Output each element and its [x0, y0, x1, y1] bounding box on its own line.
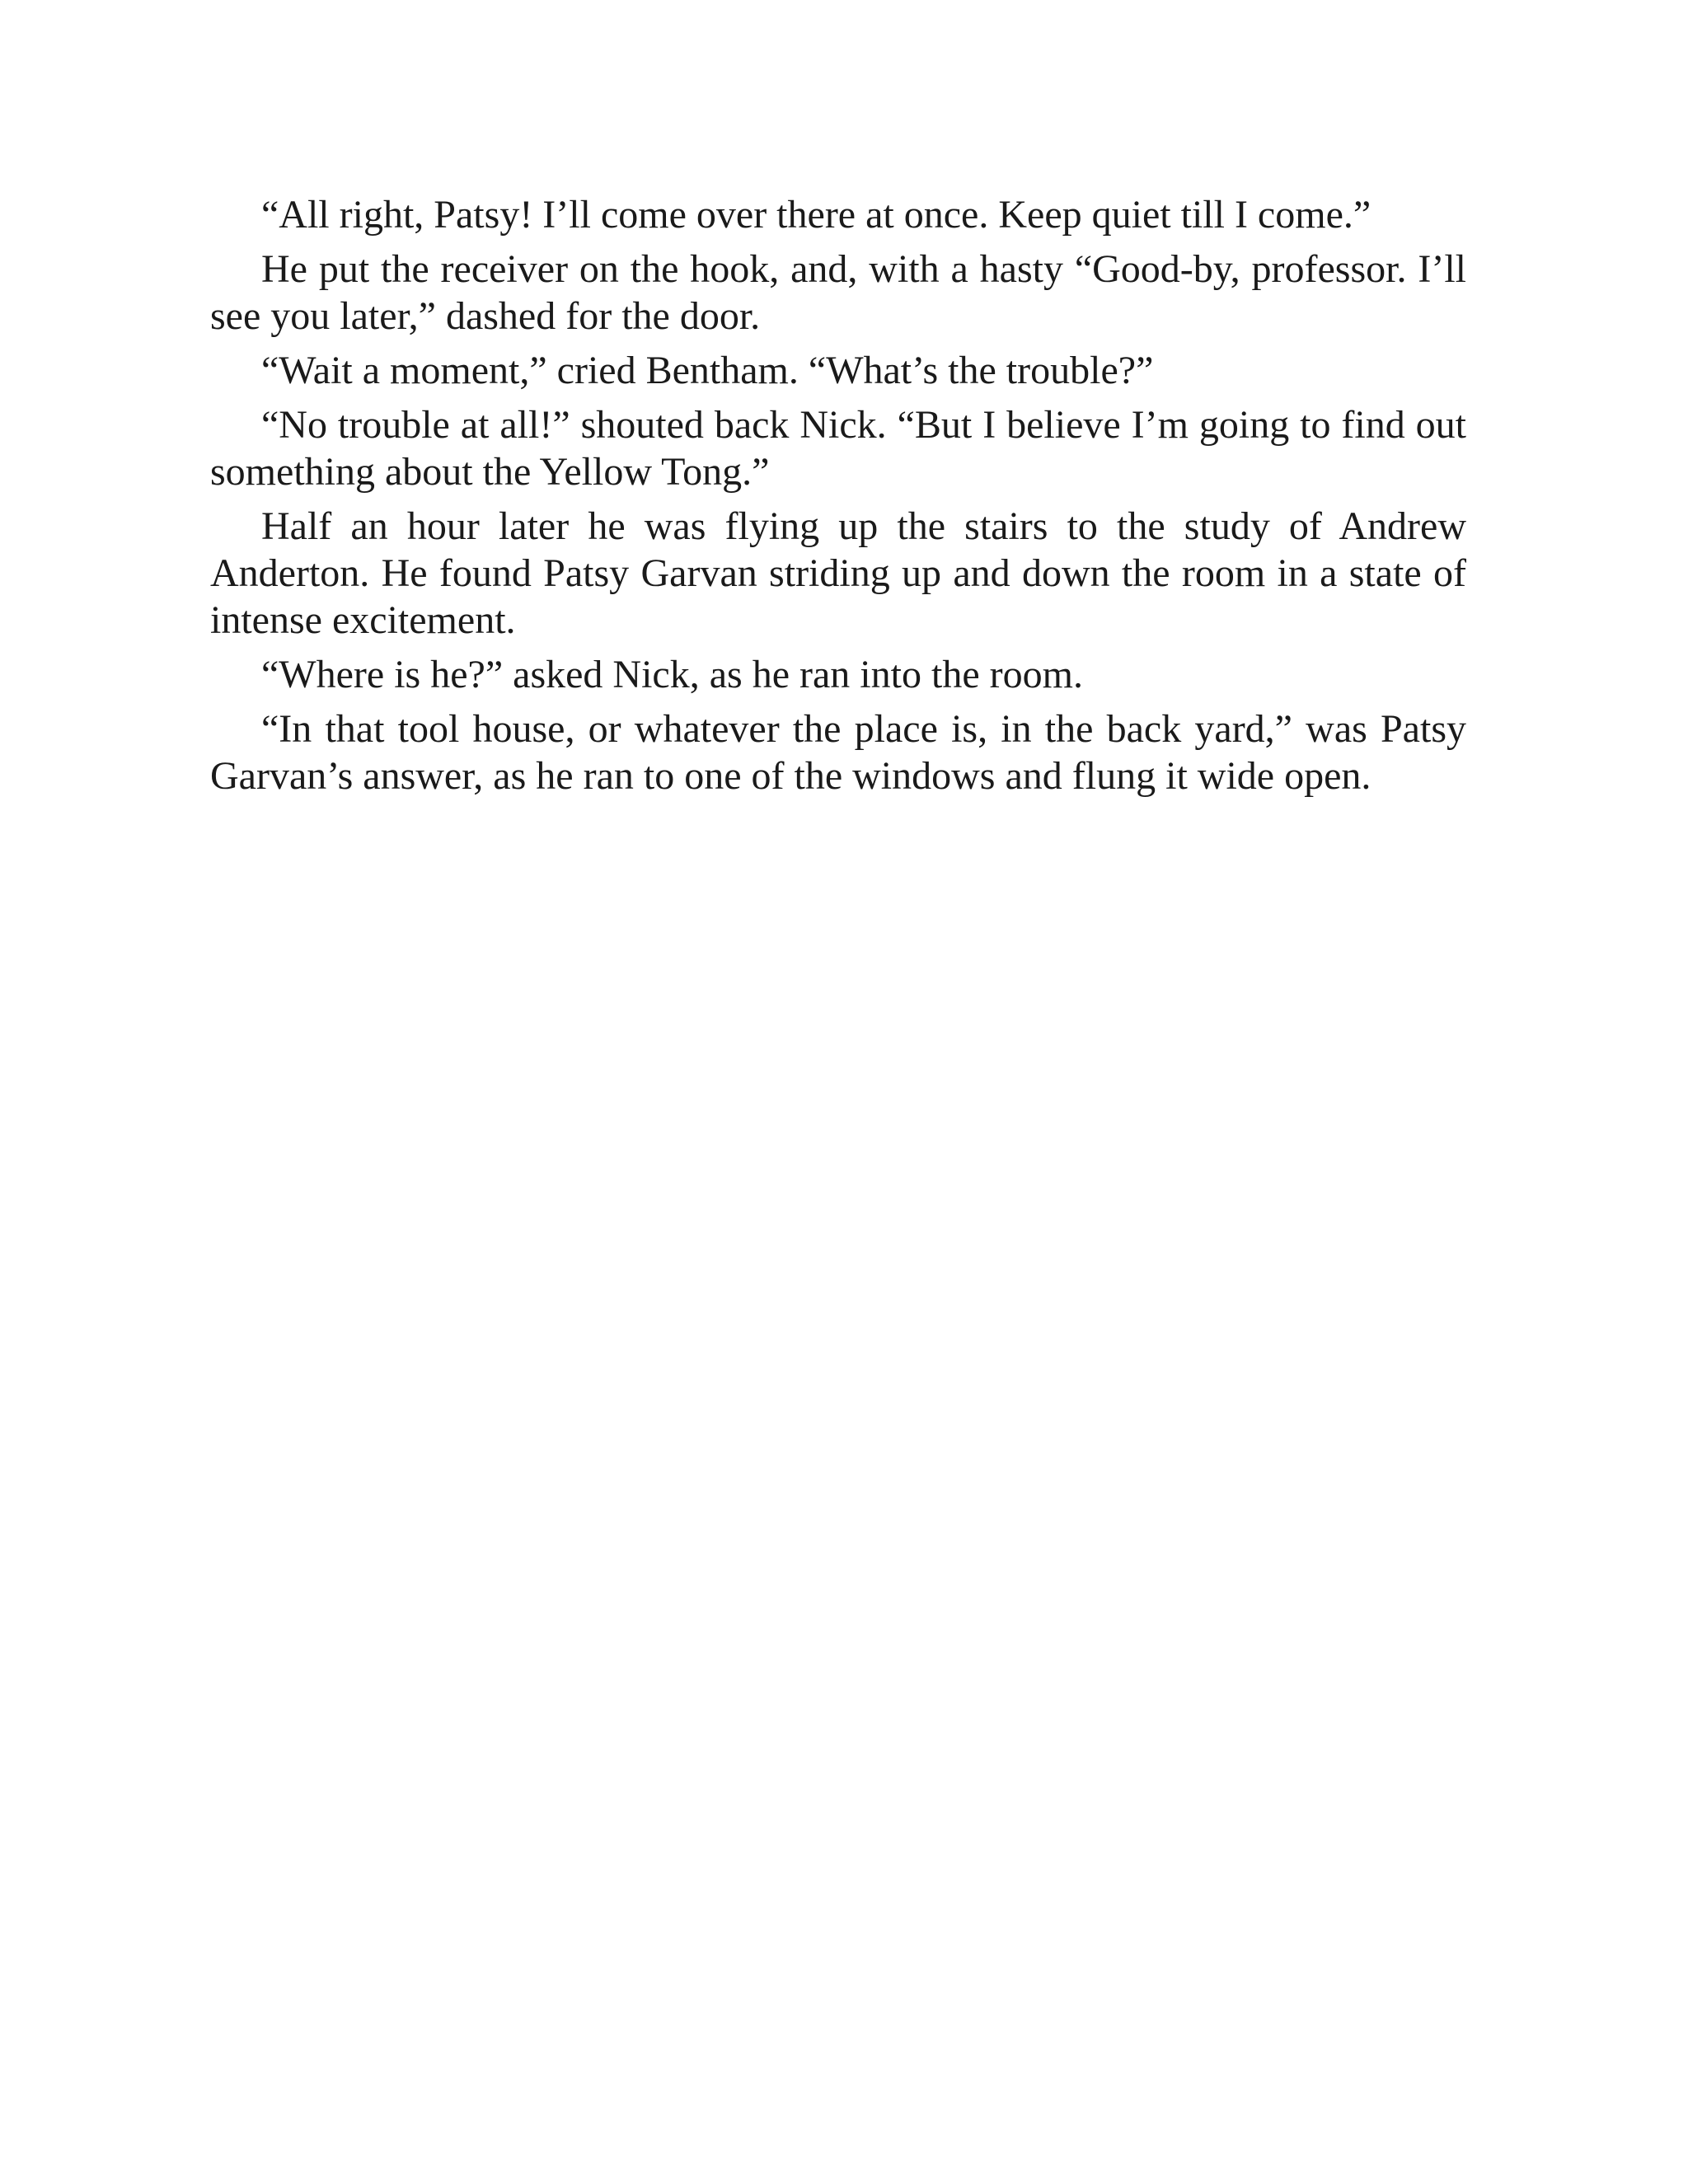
paragraph: Half an hour later he was flying up the stairs to the study of Andrew Anderton. He found Patsy Garvan striding up and down the room in a state of intense excitement. — [210, 504, 1466, 642]
paragraph: “Where is he?” asked Nick, as he ran into the room. — [261, 653, 1083, 696]
body-text — [210, 191, 1466, 807]
paragraph: “No trouble at all!” shouted back Nick. “But I believe I’m going to find out something about the Yellow Tong.” — [210, 403, 1466, 494]
paragraph: “In that tool house, or whatever the place is, in the back yard,” was Patsy Garvan’s answer, as he ran to one of the windows and flung it wide open. — [210, 707, 1466, 798]
paragraph: “Wait a moment,” cried Bentham. “What’s the trouble?” — [261, 349, 1154, 392]
paragraph: He put the receiver on the hook, and, with a hasty “Good-by, professor. I’ll see you later,” dashed for the door. — [210, 247, 1466, 338]
paragraph: “All right, Patsy! I’ll come over there at once. Keep quiet till I come.” — [261, 193, 1372, 237]
